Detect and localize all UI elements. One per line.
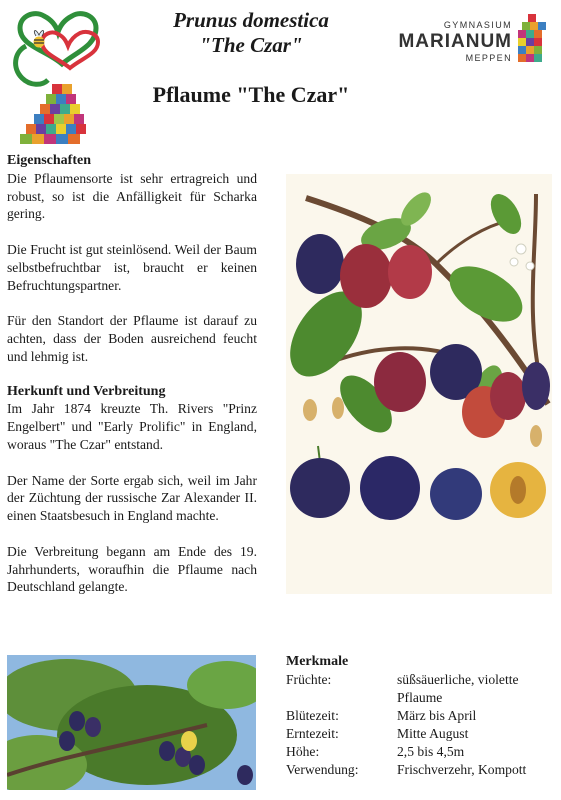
plum-tree-photo: [7, 655, 256, 790]
trait-row-height: [286, 743, 554, 761]
paragraph: Die Pflaumensorte ist sehr ertragreich und robust, so ist die Anfälligkeit für Scharka gering.: [7, 170, 257, 222]
trait-value: süßsäuerliche, violette Pflaume: [397, 672, 519, 705]
trait-value: Mitte August: [397, 726, 469, 741]
trait-row-fruits: [286, 671, 554, 707]
heart-tower-logo: [6, 6, 118, 146]
title-block: [120, 8, 382, 108]
trait-row-bloom: [286, 707, 554, 725]
school-logo: [390, 14, 550, 70]
trait-label: Erntezeit:: [286, 726, 339, 741]
paragraph: Der Name der Sorte ergab sich, weil im Jahr der Züchtung der russische Zar Alexander II. einen Staatsbesuch in England machte.: [7, 472, 257, 524]
section-heading-herkunft: Herkunft und Verbreitung: [7, 383, 166, 399]
paragraph: Die Verbreitung begann am Ende des 19. Jahrhunderts, woraufhin die Pflaume nach Deutschland gelangte.: [7, 543, 257, 595]
heart-tower-icon: [6, 6, 118, 146]
trait-label: Verwendung:: [286, 762, 359, 777]
paragraph: Im Jahr 1874 kreuzte Th. Rivers "Prinz Engelbert" und "Early Prolific" in England, woraus "The Czar" entstand.: [7, 401, 257, 452]
paragraph: Für den Standort der Pflaume ist darauf zu achten, dass der Boden ausreichend feucht und lehmig ist.: [7, 313, 257, 364]
trait-value: März bis April: [397, 708, 477, 723]
school-name-line1: GYMNASIUM: [443, 20, 512, 30]
plum-branch-illustration: [286, 174, 552, 594]
school-name-line3: MEPPEN: [465, 53, 512, 63]
school-name: [390, 14, 512, 64]
traits-heading: Merkmale: [286, 654, 349, 669]
trait-label: Höhe:: [286, 744, 320, 759]
trait-value: Frischverzehr, Kompott: [397, 762, 527, 777]
trait-row-harvest: [286, 725, 554, 743]
latin-name: Prunus domestica: [173, 8, 329, 32]
mosaic-icon: [518, 14, 546, 68]
traits-table: [286, 653, 554, 779]
description-column: [7, 152, 257, 614]
trait-label: Blütezeit:: [286, 708, 339, 723]
school-name-line2: MARIANUM: [398, 31, 512, 52]
plum-tree-photo-image: [7, 655, 256, 790]
page-title: Pflaume "The Czar": [152, 82, 350, 107]
paragraph: Die Frucht ist gut steinlösend. Weil der Baum selbstbefruchtbar ist, braucht er keinen Befruchtungspartner.: [7, 241, 257, 293]
trait-value: 2,5 bis 4,5m: [397, 744, 465, 759]
trait-label: Früchte:: [286, 672, 332, 687]
latin-variety: "The Czar": [199, 33, 303, 57]
trait-row-usage: [286, 761, 554, 779]
plum-illustration: [286, 174, 552, 594]
section-heading-eigenschaften: Eigenschaften: [7, 153, 91, 168]
